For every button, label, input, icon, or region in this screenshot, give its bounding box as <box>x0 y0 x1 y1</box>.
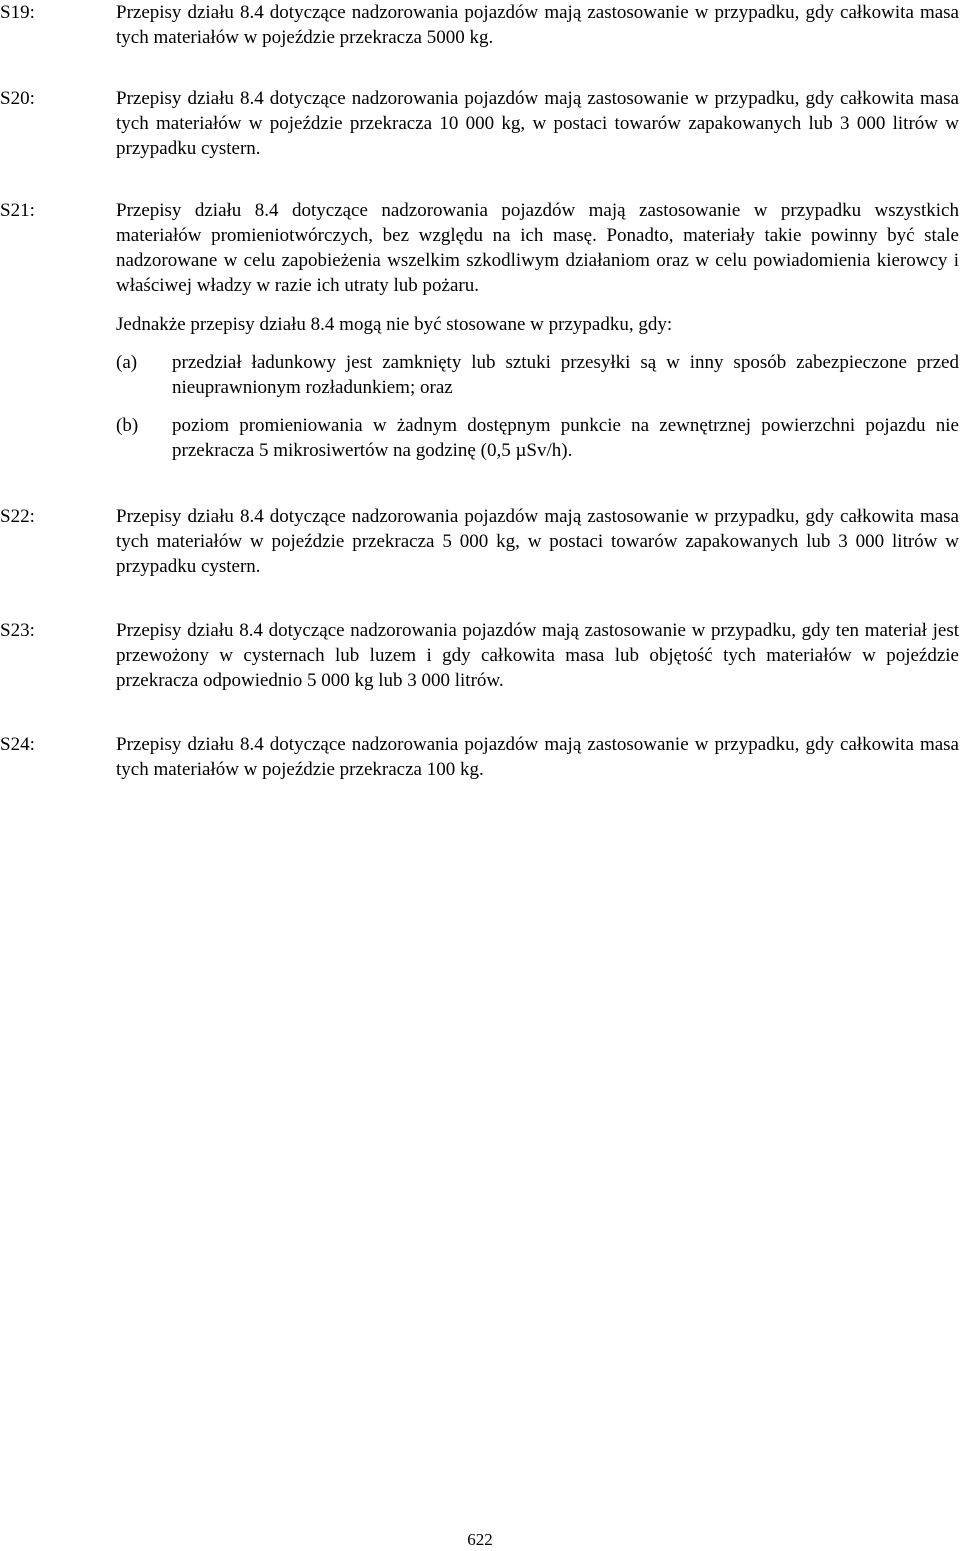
entry-text <box>116 618 959 693</box>
subitem-label: (b) <box>116 415 139 436</box>
entry-code: S20: <box>0 88 35 109</box>
entry-text <box>116 504 959 579</box>
entry-paragraph: Przepisy działu 8.4 dotyczące nadzorowania pojazdów mają zastosowanie w przypadku, gdy ten materiał jest przewożony w cysternach lub luzem i gdy całkowita masa lub objętość tych materiałów w pojeździe przekracza odpowiednio 5 000 kg lub 3 000 litrów. <box>116 620 959 691</box>
subitem-label: (a) <box>116 352 138 373</box>
entry-text-continuation <box>116 312 959 337</box>
entry-paragraph: Jednakże przepisy działu 8.4 mogą nie być stosowane w przypadku, gdy: <box>116 314 673 335</box>
entry-paragraph: Przepisy działu 8.4 dotyczące nadzorowania pojazdów mają zastosowanie w przypadku, gdy całkowita masa tych materiałów w pojeździe przekracza 5000 kg. <box>116 2 959 48</box>
entry-text <box>116 732 959 782</box>
page-number: 622 <box>467 1530 493 1549</box>
subitem-text: poziom promieniowania w żadnym dostępnym punkcie na zewnętrznej powierzchni pojazdu nie przekracza 5 mikrosiwertów na godzinę (0,5 µSv/h). <box>172 415 959 461</box>
entry-code: S21: <box>0 200 35 221</box>
entry-text <box>116 86 959 161</box>
subitem-text: przedział ładunkowy jest zamknięty lub sztuki przesyłki są w inny sposób zabezpieczone przed nieuprawnionym rozładunkiem; oraz <box>172 352 959 398</box>
entry-code: S24: <box>0 734 35 755</box>
entry-paragraph: Przepisy działu 8.4 dotyczące nadzorowania pojazdów mają zastosowanie w przypadku, gdy całkowita masa tych materiałów w pojeździe przekracza 100 kg. <box>116 734 959 780</box>
entry-code: S23: <box>0 620 35 641</box>
entry-text <box>116 0 959 50</box>
entry-paragraph: Przepisy działu 8.4 dotyczące nadzorowania pojazdów mają zastosowanie w przypadku wszystkich materiałów promieniotwórczych, bez względu na ich masę. Ponadto, materiały takie powinny być stale nadzorowane w celu zapobieżenia wszelkim szkodliwym działaniom oraz w celu powiadomienia kierowcy i właściwej władzy w razie ich utraty lub pożaru. <box>116 200 959 296</box>
entry-paragraph: Przepisy działu 8.4 dotyczące nadzorowania pojazdów mają zastosowanie w przypadku, gdy całkowita masa tych materiałów w pojeździe przekracza 5 000 kg, w postaci towarów zapakowanych lub 3 000 litrów w przypadku cystern. <box>116 506 959 577</box>
entry-code: S22: <box>0 506 35 527</box>
entry-paragraph: Przepisy działu 8.4 dotyczące nadzorowania pojazdów mają zastosowanie w przypadku, gdy całkowita masa tych materiałów w pojeździe przekracza 10 000 kg, w postaci towarów zapakowanych lub 3 000 litrów w przypadku cystern. <box>116 88 959 159</box>
entry-text <box>116 198 959 298</box>
entry-code: S19: <box>0 2 35 23</box>
